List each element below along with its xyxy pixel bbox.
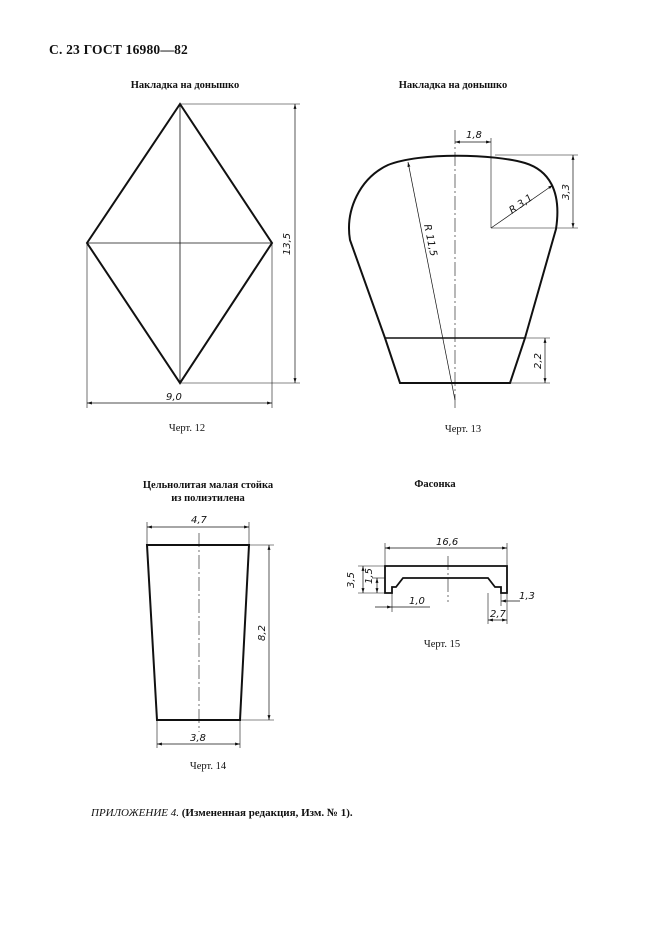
fig13-height-top-label: 3,3 <box>561 184 572 200</box>
footnote-label: ПРИЛОЖЕНИЕ 4. <box>91 807 179 819</box>
fig13-top-label: 1,8 <box>466 130 482 141</box>
fig14-title-line2: из полиэтилена <box>171 493 245 504</box>
fig12-height-label: 13,5 <box>282 232 293 256</box>
fig15-length-label: 16,6 <box>436 537 459 548</box>
fig13-large-radius <box>408 162 455 400</box>
fig15-outer-height-label: 3,5 <box>346 572 357 588</box>
fig13-large-radius-label: R 11,5 <box>421 223 439 258</box>
fig13-height-bottom-label: 2,2 <box>533 353 544 369</box>
fig13-caption: Черт. 13 <box>444 424 482 435</box>
fig14-bottom-label: 3,8 <box>190 733 206 744</box>
fig12-diamond-outline <box>87 104 272 383</box>
fig15-inner-height-label: 1,5 <box>364 568 375 584</box>
fig15-title: Фасонка <box>414 479 456 490</box>
fig14-height-label: 8,2 <box>257 625 268 641</box>
fig15-thickness-label: 1,0 <box>409 596 425 607</box>
fig13-title: Накладка на донышко <box>398 80 508 91</box>
page-header: С. 23 ГОСТ 16980—82 <box>49 42 188 57</box>
fig15-notch-label: 2,7 <box>490 609 506 620</box>
fig13-outline <box>349 156 557 383</box>
fig15-step-label: 1,3 <box>519 591 535 602</box>
fig12-drawing <box>87 104 300 408</box>
fig14-caption: Черт. 14 <box>189 761 227 772</box>
fig14-title-line1: Цельнолитая малая стойка <box>142 480 274 491</box>
fig15-caption: Черт. 15 <box>423 639 461 650</box>
fig13-small-radius-label: R 3,1 <box>507 192 536 217</box>
fig12-title: Накладка на донышко <box>130 80 240 91</box>
footnote-text: (Измененная редакция, Изм. № 1). <box>181 807 353 819</box>
fig15-outline <box>385 566 507 593</box>
fig14-drawing <box>147 522 274 748</box>
fig12-caption: Черт. 12 <box>168 423 206 434</box>
footnote <box>91 807 353 819</box>
fig14-top-label: 4,7 <box>191 515 207 526</box>
fig14-outline <box>147 545 249 720</box>
fig12-width-label: 9,0 <box>166 392 182 403</box>
